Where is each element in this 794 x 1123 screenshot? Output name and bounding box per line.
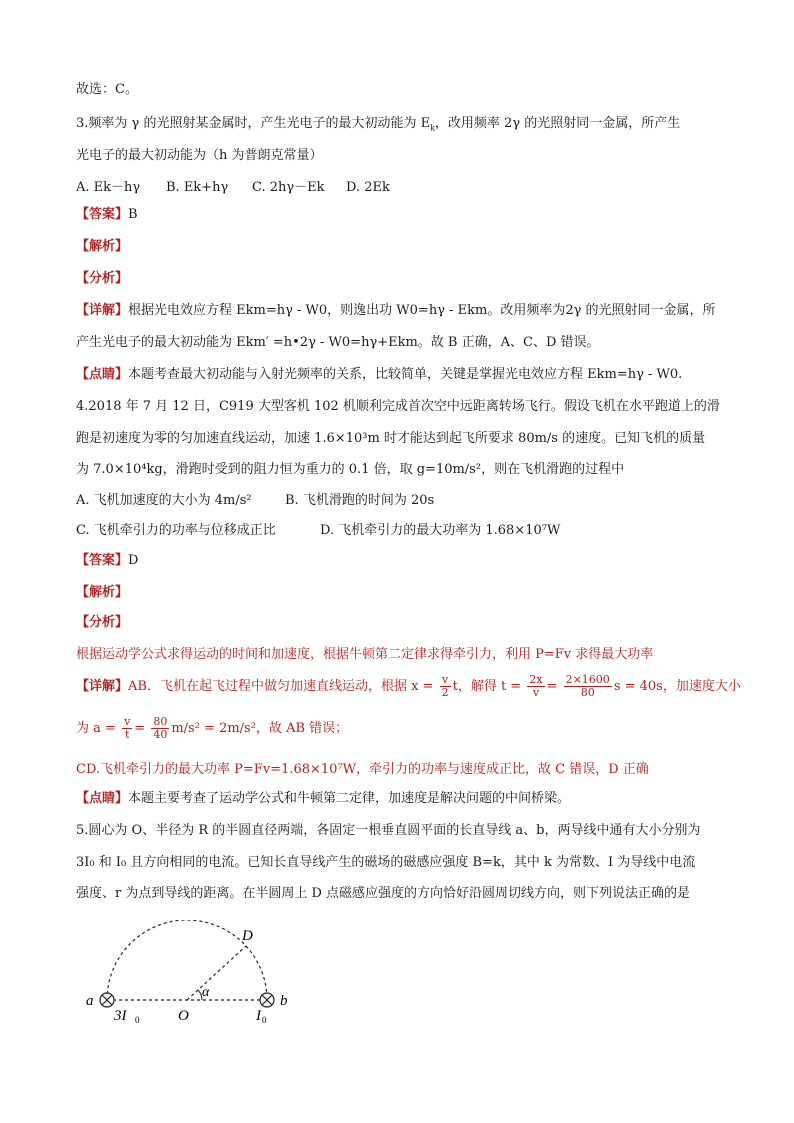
wire-a-icon — [100, 993, 114, 1007]
fraction-2x-v: $\frac{2x}{v}$ — [529, 673, 543, 699]
q5-stem-1: 5.圆心为 O、半径为 R 的半圆直径两端，各固定一根垂直圆平面的长直导线 a、b，两导线中通有大小分别为 — [76, 823, 701, 838]
q4-stem-2: 跑是初速度为零的匀加速直线运动，加速 1.6×10³m 时才能达到起飞所要求 80m/s 的速度。已知飞机的质量 — [76, 431, 706, 446]
q4-detail-2: 为 a = $\frac{v}{t}$ = $\frac{80}{40}$ m/s² = 2m/s²，故 AB 错误； — [76, 715, 349, 741]
q4-detail-1: 【详解】AB．飞机在起飞过程中做匀加速直线运动，根据 x = $\frac{v}{2}$ t，解得 t = $\frac{2x}{v}$ = $\frac{2\times 1600}{80}$ s = 40s，加速度大小 — [76, 673, 741, 699]
fraction-80-40: $\frac{80}{40}$ — [153, 715, 168, 741]
fraction-v-t: $\frac{v}{t}$ — [124, 715, 131, 741]
fraction-2x1600-80: $\frac{2\times 1600}{80}$ — [565, 673, 610, 699]
q5-stem-2: 3I₀ 和 I₀ 且方向相同的电流。已知长直导线产生的磁场的磁感应强度 B=k，其中 k 为常数、I 为导线中电流 — [76, 855, 696, 870]
q3-detail-1: 【详解】根据光电效应方程 Ekm=hγ - W0，则逸出功 W0=hγ - Ekm。改用频率为2γ 的光照射同一金属，所 — [76, 303, 716, 318]
q3-stem-1: 3.频率为 γ 的光照射某金属时，产生光电子的最大初动能为 $E_k$，改用频率 2γ 的光照射同一金属，所产生 — [76, 116, 681, 133]
q3-option-b: B. Ek+hγ — [166, 180, 229, 195]
label-a: a — [86, 993, 94, 1009]
q3-detail-2: 产生光电子的最大初动能为 Ekm′ =h•2γ - W0=hγ+Ekm。故 B 正确，A、C、D 错误。 — [76, 335, 600, 350]
q4-stem-1: 4.2018 年 7 月 12 日，C919 大型客机 102 机顺利完成首次空中远距离转场飞行。假设飞机在水平跑道上的滑 — [76, 399, 720, 414]
q4-option-a: A. 飞机加速度的大小为 4m/s² — [76, 493, 252, 508]
semicircle-figure — [80, 920, 310, 1030]
q3-option-c: C. 2hγ－Ek — [252, 180, 325, 195]
q4-fenxi-tag: 【分析】 — [76, 615, 129, 630]
label-b: b — [280, 993, 288, 1009]
q3-option-d: D. 2Ek — [346, 180, 390, 195]
q3-stem-2: 光电子的最大初动能为（h 为普朗克常量） — [76, 148, 323, 163]
radius-od-line — [187, 946, 246, 1000]
label-current-a-sub: 0 — [135, 1015, 140, 1025]
fraction-v-2: $\frac{v}{2}$ — [441, 673, 449, 699]
q3-option-a: A. Ek－hγ — [76, 180, 141, 195]
q3-analysis-tag: 【解析】 — [76, 239, 129, 254]
label-current-a: 3I — [114, 1008, 127, 1024]
label-alpha: α — [202, 985, 210, 1000]
q4-answer: 【答案】D — [76, 553, 139, 568]
q2-select: 故选：C。 — [76, 82, 138, 97]
label-o: O — [178, 1008, 189, 1024]
q4-comment: 【点睛】本题主要考查了运动学公式和牛顿第二定律，加速度是解决问题的中间桥梁。 — [76, 791, 571, 806]
q3-answer: 【答案】B — [76, 207, 138, 222]
label-current-b: I — [256, 1008, 261, 1024]
q3-fenxi-tag: 【分析】 — [76, 271, 129, 286]
q3-comment: 【点睛】本题考查最大初动能与入射光频率的关系，比较简单，关键是掌握光电效应方程 Ekm=hγ - W0. — [76, 367, 683, 382]
q4-option-d: D. 飞机牵引力的最大功率为 1.68×10⁷W — [320, 523, 561, 538]
label-current-b-sub: 0 — [262, 1015, 267, 1025]
q5-stem-3: 强度、r 为点到导线的距离。在半圆周上 D 点磁感应强度的方向恰好沿圆周切线方向，则下列说法正确的是 — [76, 886, 691, 901]
q4-stem-3: 为 7.0×10⁴kg，滑跑时受到的阻力恒为重力的 0.1 倍，取 g=10m/s²，则在飞机滑跑的过程中 — [76, 462, 625, 477]
q4-analysis-tag: 【解析】 — [76, 585, 129, 600]
label-d: D — [242, 928, 253, 944]
q4-option-c: C. 飞机牵引力的功率与位移成正比 — [76, 523, 276, 538]
wire-b-icon — [260, 993, 274, 1007]
q4-detail-3: CD.飞机牵引力的最大功率 P=Fv=1.68×10⁷W，牵引力的功率与速度成正比，故 C 错误，D 正确 — [76, 762, 649, 777]
q4-fenxi: 根据运动学公式求得运动的时间和加速度，根据牛顿第二定律求得牵引力，利用 P=Fv 求得最大功率 — [76, 647, 654, 662]
q4-option-b: B. 飞机滑跑的时间为 20s — [285, 493, 435, 508]
